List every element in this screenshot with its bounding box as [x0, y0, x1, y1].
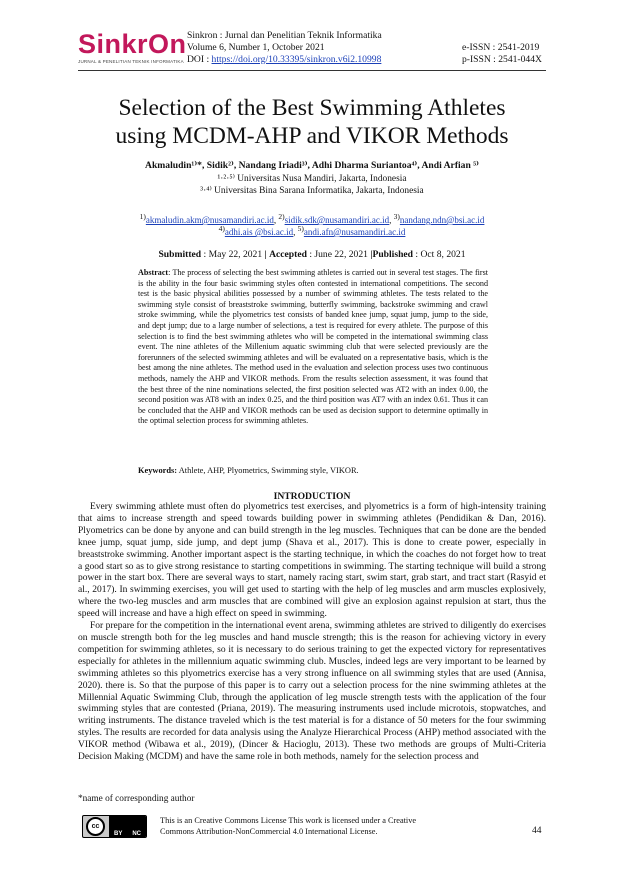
license-line-1: This is an Creative Commons License This work is licensed under a Creative	[160, 816, 417, 825]
email-2-marker: 2)	[278, 212, 285, 221]
email-2-link[interactable]: sidik.sdk@nusamandiri.ac.id	[284, 215, 390, 225]
eissn: e-ISSN : 2541-2019	[462, 42, 540, 53]
keywords	[138, 466, 488, 475]
abstract	[138, 268, 488, 427]
affiliation-1: ¹·²·⁵⁾ Universitas Nusa Mandiri, Jakarta, Indonesia	[217, 174, 407, 184]
cc-by-nc-icon	[109, 816, 146, 838]
submitted-date: : May 22, 2021	[201, 249, 263, 260]
accepted-date: : June 22, 2021	[306, 249, 368, 260]
doi-line	[187, 54, 381, 66]
paper-title-line1: Selection of the Best Swimming Athletes	[118, 95, 506, 121]
corresponding-author-footnote: *name of corresponding author	[78, 794, 195, 804]
published-label: Published	[372, 249, 414, 260]
email-4-link[interactable]: adhi.ais @bsi.ac.id	[224, 227, 294, 237]
abstract-label: Abstract	[138, 268, 169, 277]
paper-title	[78, 94, 546, 150]
license-line-2: Commons Attribution-NonCommercial 4.0 International License.	[160, 826, 378, 836]
published-date: : Oct 8, 2021	[413, 249, 466, 260]
submission-dates: Submitted : May 22, 2021 | Accepted : June 22, 2021 |Published : Oct 8, 2021	[158, 249, 466, 260]
license-text	[160, 816, 416, 837]
abstract-text: : The process of selecting the best swimming athletes is carried out in several test stages. The first is the ability in the four basic swimming styles often contested in international competitions. The second test is the basic physical abilities possessed by a number of swimming athletes. The tests related to the swimming style consist of breaststroke swimming, butterfly swimming, backstroke swimming and crawl stroke swimming, while the plyometrics test consists of banded knee jump, squat jump, jump to the side, and dept jump; due to a large number of selections, a test is required for every athlete. The purpose of this selection is to find the best swimming athletes who will be competed in the international swimming class event. The nine athletes of the Millenium aquatic swimming club that were selected previously are the forerunners of the selected swimming athletes and will be evaluated on a representative basis, which is the best among the nine athletes. The method used in the evaluation and selection process uses two continuous methods, namely the AHP and VIKOR methods. From the results selection assessment, it was found that the best three of the nine nominations selected, the first position selected was AT2 with an index 0.00, the second position was AT8 with an index 0.25, and the third position was AT7 with an index 0.61. Thus it can be concluded that the AHP and VIKOR methods can be used as decision support to determine optimally in the optimal selection process for swimming athletes.	[138, 268, 488, 426]
email-5-link[interactable]: andi.afn@nusamandiri.ac.id	[303, 227, 406, 237]
submitted-label: Submitted	[158, 249, 202, 260]
intro-paragraph-1: Every swimming athlete must often do plyometrics test exercises, and plyometrics is a form of high-intensity training that aims to increase strength and speed towards building power in swimming athletes (Pendidikan & Dan, 2016). Plyometrics can be done by anyone and can build strength in the leg muscles. Techniques that can be done are the bended knee jump, squat jump, side jump, and dept jump (Shava et al., 2017). This is done to create power, especially in breaststroke swimming. Another important aspect is the starting technique, in which the coaches do not forget how to treat a good start so as to give strong resistance to starting competitions in swimming. The starting technique will build a strong power in the start box. There are several ways to start, namely racing start, swim start, grab start, and tract start (Rasyid et al., 2017). In swimming exercises, you will get used to starting with the help of leg muscles and arm muscles explosively, where the two-leg muscles and arm muscles that are combined will give an explosion against repulsion at start, thus the speed will increase and have a high effect on speed in swimming.	[78, 502, 546, 620]
cc-by-label: BY	[113, 830, 123, 837]
section-heading-introduction: INTRODUCTION	[273, 491, 351, 502]
email-1-marker: 1)	[139, 212, 146, 221]
email-1-link[interactable]: akmaludin.akm@nusamandiri.ac.id	[145, 215, 274, 225]
email-5-marker: 5)	[297, 224, 304, 233]
cc-icon: cc	[86, 817, 105, 836]
header-divider	[78, 70, 546, 71]
author-list: Akmaludin¹⁾*, Sidik²⁾, Nandang Iriadi³⁾, Adhi Dharma Suriantoa⁴⁾, Andi Arfian ⁵⁾	[145, 160, 479, 171]
doi-link[interactable]: https://doi.org/10.33395/sinkron.v6i2.10998	[211, 54, 382, 65]
email-3-marker: 3)	[393, 212, 400, 221]
email-4-marker: 4)	[218, 224, 225, 233]
paper-title-line2: using MCDM-AHP and VIKOR Methods	[115, 123, 509, 149]
pissn: p-ISSN : 2541-044X	[462, 54, 542, 65]
intro-paragraph-2: For prepare for the competition in the international event arena, swimming athletes are strived to diligently do exercises on muscle strength both for the leg muscles and hand muscle strength; this is the reason for achieving victory in every competition for swimming athletes, so it is necessary to do serious training to get the expected victory for representatives especially for athletes in the millennium aquatic swimming club. Muscles, indeed legs are very important to be learned by swimming athletes so this plyometrics exercise has a very strong influence on all swimming styles that are used (Annisa, 2020). there is. So that the purpose of this paper is to carry out a selection process for the nine swimming athletes at the Millennial Aquatic Swimming Club, through the application of leg muscle strength tests with the application of the four swimming styles that are contested (Priana, 2019). The measuring instruments used include microtois, stopwatches, and writing instruments. The distance traveled which is the test material is for a distance of 50 meters for the four swimming styles. The results are recorded for data analysis using the Analyze Hierarchical Process (AHP) method associated with the VIKOR method (Wibawa et al., 2019), (Dincer & Hacioglu, 2013). These two methods are groups of Multi-Criteria Decision Making (MCDM) and have the same role in both methods, namely for the selection process and	[78, 621, 546, 763]
doi-label: DOI :	[187, 54, 212, 65]
page-number: 44	[532, 826, 542, 836]
email-line-2: $^{4)}$adhi.ais @bsi.ac.id, $^{5)}$andi.afn@nusamandiri.ac.id	[218, 224, 406, 237]
journal-name: Sinkron : Jurnal dan Penelitian Teknik Informatika	[187, 30, 382, 41]
email-line-1: $^{1)}$akmaludin.akm@nusamandiri.ac.id, $^{2)}$sidik.sdk@nusamandiri.ac.id, $^{3)}$nandang.ndn@bsi.ac.id	[139, 212, 485, 225]
keywords-text: Athlete, AHP, Plyometrics, Swimming style, VIKOR.	[177, 466, 359, 475]
journal-logo: SinkrOn	[78, 29, 187, 59]
introduction-body	[78, 502, 546, 764]
journal-volume: Volume 6, Number 1, October 2021	[187, 42, 325, 53]
cc-nc-label: NC	[132, 830, 141, 837]
journal-logo-subtext: JURNAL & PENELITIAN TEKNIK INFORMATIKA	[78, 59, 184, 64]
affiliation-2: ³·⁴⁾ Universitas Bina Sarana Informatika, Jakarta, Indonesia	[200, 186, 424, 196]
creative-commons-badge[interactable]	[82, 815, 147, 838]
email-3-link[interactable]: nandang.ndn@bsi.ac.id	[399, 215, 485, 225]
keywords-label: Keywords:	[138, 466, 178, 475]
accepted-label: Accepted	[269, 249, 307, 260]
